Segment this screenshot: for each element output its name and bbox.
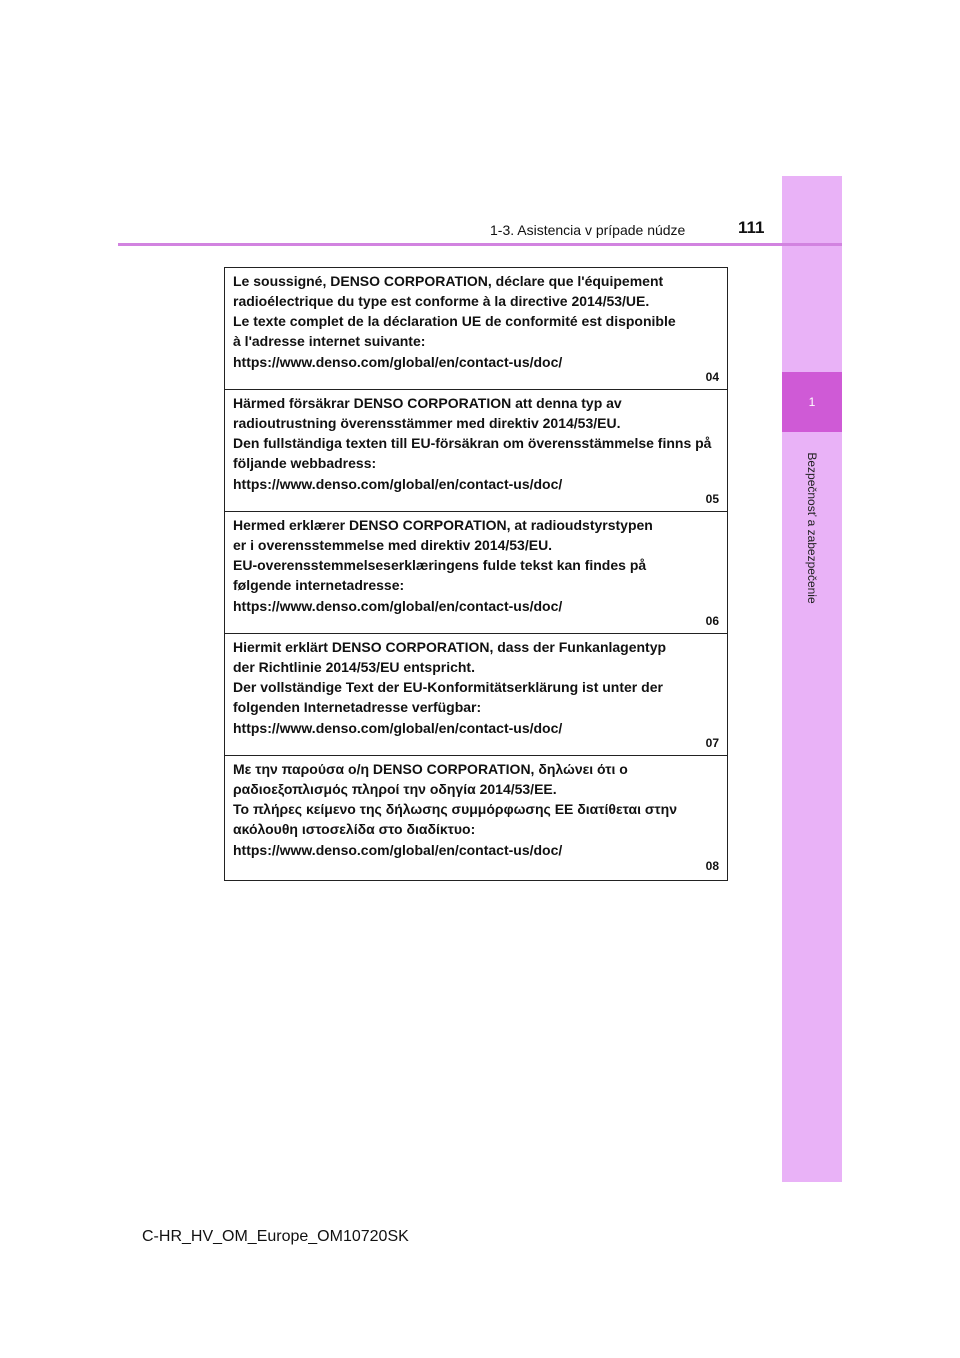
- declaration-line: der Richtlinie 2014/53/EU entspricht.: [233, 659, 475, 675]
- declaration-line: folgenden Internetadresse verfügbar:: [233, 699, 482, 715]
- declaration-line: à l'adresse internet suivante:: [233, 333, 426, 349]
- declaration-line: Le soussigné, DENSO CORPORATION, déclare que l'équipement: [233, 273, 664, 289]
- declaration-line: radioélectrique du type est conforme à la directive 2014/53/UE.: [233, 293, 650, 309]
- declaration-code: 05: [705, 492, 719, 506]
- declaration-line: ραδιοεξοπλισμός πληροί την οδηγία 2014/53/ΕΕ.: [233, 781, 557, 797]
- declaration-url: https://www.denso.com/global/en/contact-us/doc/: [233, 476, 563, 492]
- declaration-line: Το πλήρες κείμενο της δήλωσης συμμόρφωσης ΕΕ διατίθεται στην: [233, 801, 678, 817]
- declaration-url: https://www.denso.com/global/en/contact-us/doc/: [233, 842, 563, 858]
- declaration-section-fr: [225, 268, 727, 390]
- declaration-section-sv: [225, 390, 727, 512]
- chapter-side-tab: [782, 176, 842, 1182]
- declaration-line: Le texte complet de la déclaration UE de conformité est disponible: [233, 313, 676, 329]
- declaration-section-de: [225, 634, 727, 756]
- chapter-number-badge: 1: [782, 372, 842, 432]
- declaration-line: er i overensstemmelse med direktiv 2014/53/EU.: [233, 537, 553, 553]
- declaration-line: Hermed erklærer DENSO CORPORATION, at radioudstyrstypen: [233, 517, 653, 533]
- declaration-url: https://www.denso.com/global/en/contact-us/doc/: [233, 598, 563, 614]
- declaration-line: EU-overensstemmelseserklæringens fulde tekst kan findes på: [233, 557, 647, 573]
- footer-document-code: C-HR_HV_OM_Europe_OM10720SK: [142, 1228, 409, 1245]
- declaration-line: Με την παρούσα ο/η DENSO CORPORATION, δηλώνει ότι ο: [233, 761, 628, 777]
- section-title: 1-3. Asistencia v prípade núdze: [490, 222, 686, 238]
- declaration-code: 06: [705, 614, 719, 628]
- page-number: 111: [738, 218, 765, 237]
- declaration-line: radioutrustning överensstämmer med direktiv 2014/53/EU.: [233, 415, 621, 431]
- declaration-section-el: [225, 756, 727, 878]
- declaration-line: Hiermit erklärt DENSO CORPORATION, dass der Funkanlagentyp: [233, 639, 667, 655]
- declaration-line: følgende internetadresse:: [233, 577, 405, 593]
- declaration-box: [224, 267, 728, 881]
- chapter-label: Bezpečnosť a zabezpečenie: [805, 452, 819, 604]
- declaration-line: Der vollständige Text der EU-Konformitätserklärung ist unter der: [233, 679, 663, 695]
- declaration-code: 04: [705, 370, 719, 384]
- header-divider: [118, 243, 842, 246]
- declaration-code: 07: [705, 736, 719, 750]
- declaration-line: följande webbadress:: [233, 455, 377, 471]
- declaration-line: Den fullständiga texten till EU-försäkran om överensstämmelse finns på: [233, 435, 712, 451]
- declaration-section-da: [225, 512, 727, 634]
- declaration-line: ακόλουθη ιστοσελίδα στο διαδίκτυο:: [233, 821, 476, 837]
- declaration-code: 08: [705, 859, 719, 873]
- declaration-url: https://www.denso.com/global/en/contact-us/doc/: [233, 354, 563, 370]
- declaration-line: Härmed försäkrar DENSO CORPORATION att denna typ av: [233, 395, 622, 411]
- declaration-url: https://www.denso.com/global/en/contact-us/doc/: [233, 720, 563, 736]
